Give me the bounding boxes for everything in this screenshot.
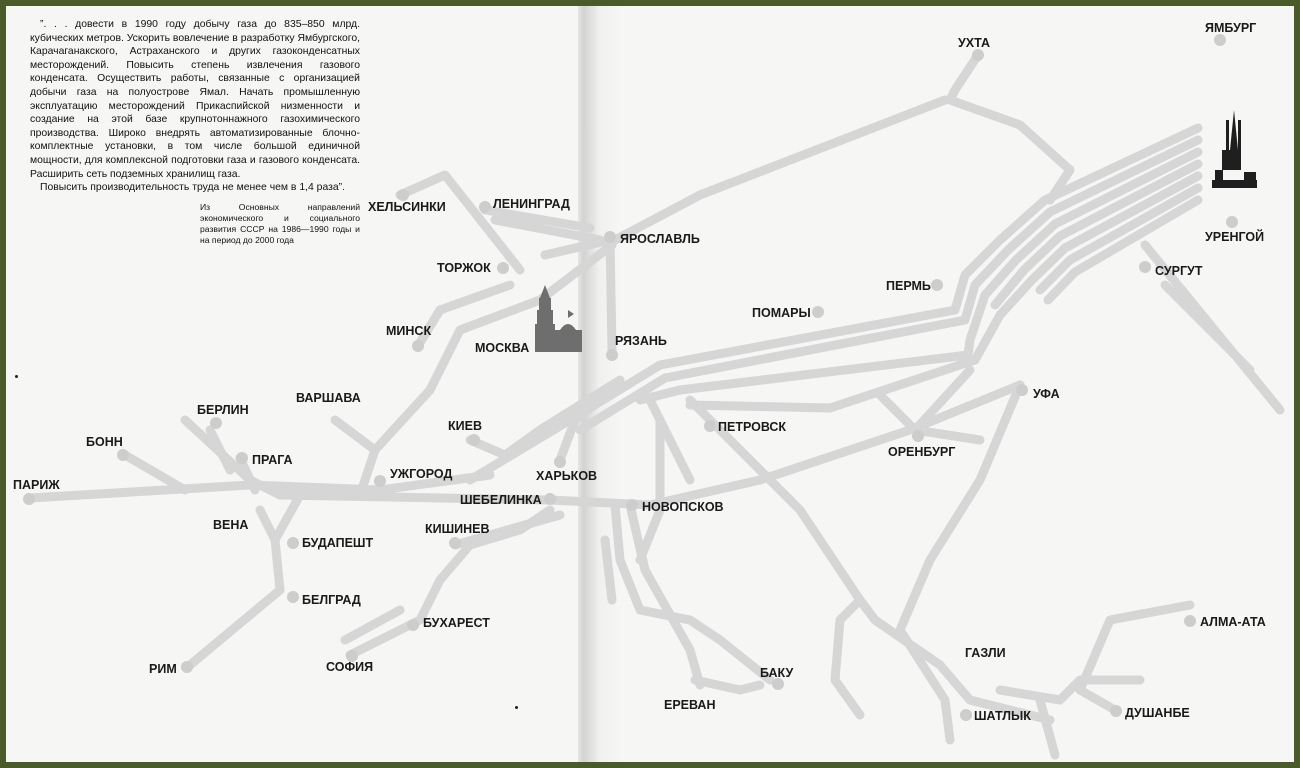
city-label: БАКУ (760, 666, 794, 680)
city-label: СОФИЯ (326, 660, 374, 674)
city-budapesht (287, 536, 373, 550)
pipeline (1000, 680, 1140, 700)
city-pomary (752, 306, 824, 320)
city-dot (606, 349, 618, 361)
city-dot (960, 709, 972, 721)
city-dot (449, 537, 461, 549)
city-alma-ata (1184, 615, 1266, 629)
city-label: ПЕТРОВСК (718, 420, 787, 434)
city-dot (210, 417, 222, 429)
city-kharkov (536, 456, 597, 483)
city-label: КИШИНЕВ (425, 522, 490, 536)
city-label: БУХАРЕСТ (423, 616, 490, 630)
city-dot (626, 499, 638, 511)
city-label: УРЕНГОЙ (1205, 230, 1265, 244)
gas-rig-icon (1212, 110, 1257, 188)
city-dot (23, 493, 35, 505)
city-label: ОРЕНБУРГ (888, 445, 956, 459)
city-dot (1110, 705, 1122, 717)
city-dot (468, 434, 480, 446)
city-torzhok (437, 261, 509, 275)
city-label: РИМ (149, 662, 177, 676)
city-dot (554, 456, 566, 468)
city-label: УЖГОРОД (390, 467, 453, 481)
city-dot (912, 430, 924, 442)
city-dot (407, 619, 419, 631)
city-dot (479, 201, 491, 213)
city-dot (812, 306, 824, 318)
city-shatlyk (960, 709, 1031, 723)
city-baku (760, 666, 793, 690)
city-dot (1184, 615, 1196, 627)
city-label: ЛЕНИНГРАД (493, 197, 570, 211)
city-ryazan (606, 334, 667, 361)
pipeline (260, 510, 275, 540)
city-label: УФА (1033, 387, 1060, 401)
city-label: КИЕВ (448, 419, 482, 433)
city-gazli (965, 646, 1006, 660)
city-vena (213, 518, 248, 532)
city-belgrad (287, 591, 361, 607)
city-dot (236, 452, 248, 464)
quote-body: ”. . . довести в 1990 году добычу газа до 835–850 млрд. кубических метров. Ускорить вовлечение в разработку Ямбургского, Карачаганакского, Астраханского и других газоконденсатных месторождений. Повысить степень извлечения газового конденсата. Осуществить работы, связанные с организацией добычи газа на полуострове Ямал. Начать промышленную эксплуатацию месторождений Прикаспийской низменности и создание на этой базе крупнотоннажного газохимического производства. Широко внедрять автоматизированные блочно-комплектные установки, в том числе большой единичной мощности, для комплексной подготовки газа и газового конденсата. Расширить сеть подземных хранилищ газа. (30, 19, 360, 180)
city-dot (1226, 216, 1238, 228)
city-leningrad (479, 197, 570, 213)
city-label: ПАРИЖ (13, 478, 60, 492)
city-label: ГАЗЛИ (965, 646, 1006, 660)
city-yamburg (1205, 21, 1256, 46)
pipeline (900, 630, 950, 740)
city-dot (1214, 34, 1226, 46)
city-label: АЛМА-АТА (1200, 615, 1266, 629)
city-kiev (448, 419, 482, 446)
city-label: ВЕНА (213, 518, 249, 532)
city-bonn (86, 435, 129, 461)
city-label: ПРАГА (252, 453, 293, 467)
pipeline (615, 100, 945, 240)
city-dot (1016, 384, 1028, 396)
city-label: ХАРЬКОВ (536, 469, 598, 483)
pipeline (950, 55, 1070, 200)
city-perm (886, 279, 943, 293)
city-label: ЯРОСЛАВЛЬ (620, 232, 700, 246)
city-dot (181, 661, 193, 673)
city-dot (931, 279, 943, 291)
city-label: ТОРЖОК (437, 261, 491, 275)
pipeline (1165, 285, 1250, 370)
pipeline (1040, 700, 1055, 755)
city-label: МОСКВА (475, 341, 530, 355)
pipeline (835, 600, 860, 715)
city-urengoy (1205, 216, 1264, 244)
city-shebelinka (460, 493, 556, 507)
city-sofiya (326, 650, 373, 674)
city-helsinki (368, 189, 446, 214)
pipeline (695, 680, 760, 690)
city-label: БОНН (86, 435, 123, 449)
margin-dot (15, 375, 18, 378)
city-moskva (475, 341, 529, 355)
city-label: РЯЗАНЬ (615, 334, 667, 348)
city-dot (287, 591, 299, 603)
city-dot (412, 340, 424, 352)
city-dot (704, 420, 716, 432)
city-label: ПОМАРЫ (752, 306, 811, 320)
city-dot (117, 449, 129, 461)
city-dot (1139, 261, 1151, 273)
city-ukhta (958, 36, 990, 61)
five-year-plan-quote (30, 18, 360, 195)
city-label: ДУШАНБЕ (1125, 706, 1190, 720)
city-label: СУРГУТ (1155, 264, 1203, 278)
city-label: БЕЛГРАД (302, 593, 361, 607)
city-surgut (1139, 261, 1203, 278)
city-dot (604, 231, 616, 243)
city-varshava (296, 391, 361, 405)
kremlin-icon (535, 285, 582, 352)
quote-closing: Повысить производительность труда не менее чем в 1,4 раза”. (40, 182, 345, 194)
pipeline (1080, 690, 1115, 710)
city-dot (544, 493, 556, 505)
pipeline (125, 455, 185, 490)
city-label: МИНСК (386, 324, 432, 338)
pipeline (690, 176, 1198, 408)
city-ufa (1016, 384, 1060, 401)
city-label: ЯМБУРГ (1205, 21, 1257, 35)
pipeline (335, 420, 375, 450)
pipeline (640, 420, 660, 560)
city-dot (287, 537, 299, 549)
city-label: БУДАПЕШТ (302, 536, 374, 550)
city-rim (149, 661, 193, 676)
city-label: ШЕБЕЛИНКА (460, 493, 542, 507)
city-label: ЕРЕВАН (664, 698, 716, 712)
city-dushanbe (1110, 705, 1190, 720)
city-label: ХЕЛЬСИНКИ (368, 200, 446, 214)
city-label: ВАРШАВА (296, 391, 361, 405)
city-dot (374, 475, 386, 487)
city-label: ПЕРМЬ (886, 279, 931, 293)
city-dot (497, 262, 509, 274)
city-erevan (664, 698, 715, 712)
pipeline (605, 540, 612, 600)
city-label: БЕРЛИН (197, 403, 249, 417)
city-label: НОВОПСКОВ (642, 500, 724, 514)
margin-dot (515, 706, 518, 709)
city-label: ШАТЛЫК (974, 709, 1031, 723)
city-berlin (197, 403, 249, 429)
pipeline (360, 245, 612, 495)
city-label: УХТА (958, 36, 990, 50)
pipeline (630, 505, 700, 685)
city-dot (972, 49, 984, 61)
quote-source: Из Основных направлений экономического и социального развития СССР на 1986—1990 годы и на период до 2000 года (200, 202, 360, 245)
